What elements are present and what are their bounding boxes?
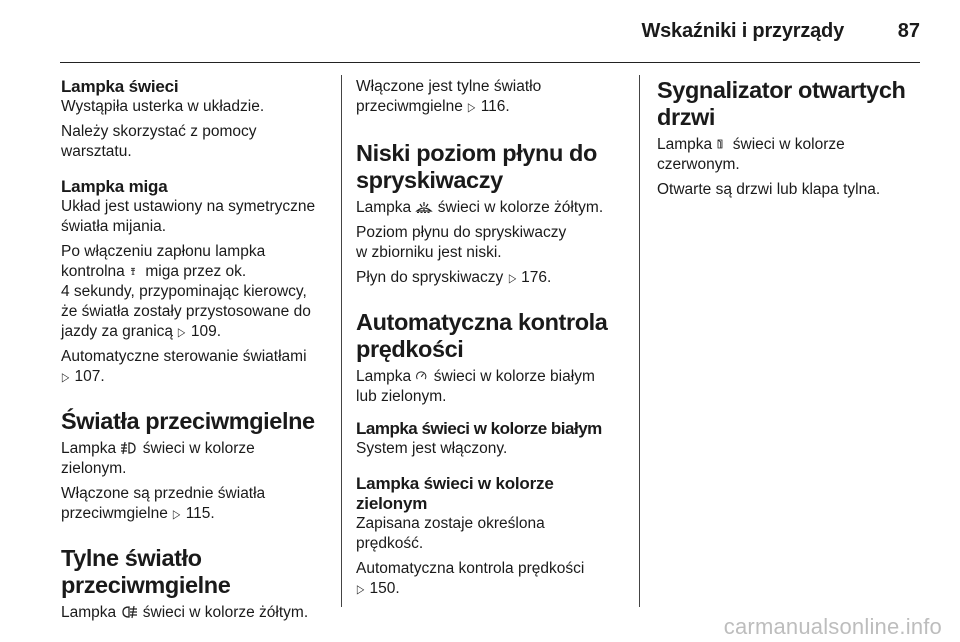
page-reference[interactable]: 116. xyxy=(480,98,510,115)
paragraph: Lampka świeci w kolorze xyxy=(657,136,845,153)
section-heading: Lampka świeci w kolorze białym xyxy=(356,419,602,438)
section-heading: Lampka świeci w kolorze xyxy=(356,474,554,493)
paragraph xyxy=(356,579,632,599)
paragraph: prędkość. xyxy=(356,535,424,552)
beam-levelling-icon xyxy=(129,264,141,278)
column-divider xyxy=(341,75,342,607)
paragraph: Otwarte są drzwi lub klapa tylna. xyxy=(657,181,881,198)
paragraph: jazdy za granicą ▷ 109. xyxy=(61,323,222,340)
page-title: Wskaźniki i przyrządy xyxy=(641,20,844,42)
paragraph xyxy=(61,367,333,387)
reference-arrow-icon: ▷ xyxy=(508,271,516,285)
paragraph: Zapisana zostaje określona xyxy=(356,515,545,532)
page-reference[interactable]: 107. xyxy=(74,368,105,385)
paragraph: Lampka świeci w kolorze białym xyxy=(356,368,595,385)
paragraph: Włączone jest tylne światło xyxy=(356,78,542,95)
column-1 xyxy=(61,77,333,623)
cruise-control-icon xyxy=(415,369,429,383)
paragraph: przeciwmgielne ▷ 116. xyxy=(356,98,510,115)
section-heading: Lampka świeci xyxy=(61,77,179,96)
paragraph: Po włączeniu zapłonu lampka xyxy=(61,243,266,260)
paragraph: w zbiorniku jest niski. xyxy=(356,244,502,261)
page-reference[interactable]: 150. xyxy=(369,580,400,597)
reference-arrow-icon: ▷ xyxy=(468,100,476,114)
page-number: 87 xyxy=(897,20,920,42)
paragraph: zielonym. xyxy=(61,460,127,477)
paragraph: Automatyczne sterowanie światłami xyxy=(61,348,307,365)
paragraph: Lampka świeci w kolorze xyxy=(61,440,255,457)
paragraph: że światła zostały przystosowane do xyxy=(61,303,311,320)
paragraph: Lampka świeci w kolorze żółtym. xyxy=(356,199,604,216)
paragraph: 4 sekundy, przypominając kierowcy, xyxy=(61,283,307,300)
page-reference[interactable]: 109. xyxy=(190,323,222,340)
page-reference[interactable]: 176. xyxy=(521,269,552,286)
paragraph: kontrolna miga przez ok. xyxy=(61,263,247,280)
section-heading: Tylne światło xyxy=(61,545,202,571)
paragraph: Układ jest ustawiony na symetryczne xyxy=(61,198,316,215)
section-heading: Światła przeciwmgielne xyxy=(61,408,315,434)
paragraph: czerwonym. xyxy=(657,156,740,173)
paragraph: Lampka świeci w kolorze żółtym. xyxy=(61,604,309,621)
rear-fog-icon xyxy=(120,605,138,619)
watermark: carmanualsonline.info xyxy=(723,614,942,639)
section-heading: Automatyczna kontrola xyxy=(356,309,608,335)
column-divider xyxy=(639,75,640,607)
section-heading: przeciwmgielne xyxy=(61,572,231,598)
section-heading: Sygnalizator otwartych xyxy=(657,77,906,103)
paragraph: Automatyczna kontrola prędkości xyxy=(356,560,585,577)
column-3 xyxy=(657,77,927,200)
paragraph: Płyn do spryskiwaczy ▷ 176. xyxy=(356,269,552,286)
reference-arrow-icon: ▷ xyxy=(356,582,365,596)
paragraph: Poziom płynu do spryskiwaczy xyxy=(356,224,567,241)
paragraph: System jest włączony. xyxy=(356,440,508,457)
paragraph: Włączone są przednie światła xyxy=(61,485,266,502)
paragraph: warsztatu. xyxy=(61,143,132,160)
section-heading: zielonym xyxy=(356,494,428,513)
paragraph: Należy skorzystać z pomocy xyxy=(61,123,257,140)
page-reference[interactable]: 115. xyxy=(185,505,215,522)
reference-arrow-icon: ▷ xyxy=(61,370,70,384)
front-fog-icon xyxy=(120,441,138,455)
paragraph: światła mijania. xyxy=(61,218,167,235)
paragraph: lub zielonym. xyxy=(356,388,447,405)
section-heading: Niski poziom płynu do xyxy=(356,140,597,166)
door-open-icon xyxy=(716,137,728,151)
page-header xyxy=(60,0,920,63)
section-heading: drzwi xyxy=(657,104,716,130)
washer-fluid-icon xyxy=(415,200,433,214)
paragraph: przeciwmgielne ▷ 115. xyxy=(61,505,215,522)
column-2 xyxy=(356,77,632,599)
reference-arrow-icon: ▷ xyxy=(178,325,186,339)
reference-arrow-icon: ▷ xyxy=(173,507,181,521)
section-heading: spryskiwaczy xyxy=(356,167,503,193)
section-heading: prędkości xyxy=(356,336,464,362)
paragraph: Wystąpiła usterka w układzie. xyxy=(61,98,265,115)
section-heading: Lampka miga xyxy=(61,177,168,196)
